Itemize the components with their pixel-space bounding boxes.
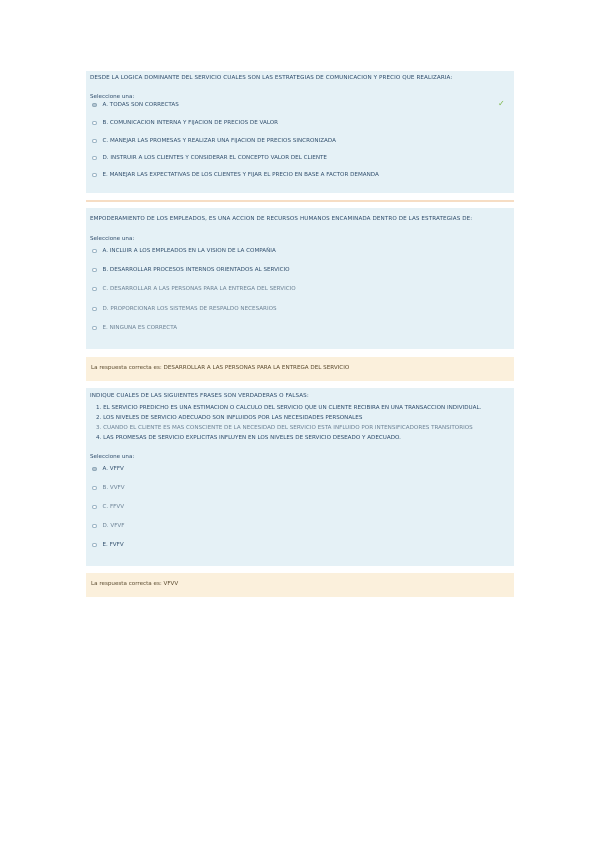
option-label: B. DESARROLLAR PROCESOS INTERNOS ORIENTADOS AL SERVICIO xyxy=(102,267,290,273)
option-label: A. INCLUIR A LOS EMPLEADOS EN LA VISION DE LA COMPAÑIA xyxy=(102,248,276,254)
statement-4: 4. LAS PROMESAS DE SERVICIO EXPLICITAS INFLUYEN EN LOS NIVELES DE SERVICIO DESEADO Y ADECUADO. xyxy=(96,435,401,441)
question-3-feedback xyxy=(86,573,514,597)
question-2-option-a[interactable] xyxy=(92,246,276,256)
feedback-text: La respuesta correcta es: VFVV xyxy=(91,581,179,587)
option-label: C. MANEJAR LAS PROMESAS Y REALIZAR UNA FIJACION DE PRECIOS SINCRONIZADA xyxy=(102,138,336,144)
radio-button[interactable] xyxy=(92,486,97,491)
radio-button[interactable] xyxy=(92,173,97,178)
option-label: C. FFVV xyxy=(102,504,125,510)
question-3-option-d[interactable] xyxy=(92,521,124,531)
option-label: D. PROPORCIONAR LOS SISTEMAS DE RESPALDO NECESARIOS xyxy=(102,306,277,312)
question-2-option-c[interactable] xyxy=(92,284,296,294)
option-label: E. FVFV xyxy=(102,542,124,548)
question-3-text: INDIQUE CUALES DE LAS SIGUIENTES FRASES SON VERDADERAS O FALSAS: xyxy=(90,393,309,399)
radio-button[interactable] xyxy=(92,156,97,161)
question-3-option-b[interactable] xyxy=(92,483,125,493)
option-label: A. TODAS SON CORRECTAS xyxy=(102,102,179,108)
divider xyxy=(86,200,514,202)
question-2-option-e[interactable] xyxy=(92,323,177,333)
question-1-text: DESDE LA LOGICA DOMINANTE DEL SERVICIO CUALES SON LAS ESTRATEGIAS DE COMUNICACION Y PRECIO QUE REALIZARIA: xyxy=(90,75,453,81)
statement-2: 2. LOS NIVELES DE SERVICIO ADECUADO SON INFLUIDOS POR LAS NECESIDADES PERSONALES xyxy=(96,415,363,421)
radio-button[interactable] xyxy=(92,524,97,529)
question-1-card xyxy=(86,71,514,193)
question-3-card xyxy=(86,388,514,566)
option-label: B. VVFV xyxy=(102,485,125,491)
radio-button[interactable] xyxy=(92,505,97,510)
feedback-text: La respuesta correcta es: DESARROLLAR A LAS PERSONAS PARA LA ENTREGA DEL SERVICIO xyxy=(91,365,350,371)
option-label: B. COMUNICACION INTERNA Y FIJACION DE PRECIOS DE VALOR xyxy=(102,120,279,126)
question-1-option-a[interactable] xyxy=(92,100,179,110)
radio-button[interactable] xyxy=(92,287,97,292)
radio-button[interactable] xyxy=(92,307,97,312)
question-1-option-b[interactable] xyxy=(92,118,278,128)
question-2-option-d[interactable] xyxy=(92,304,277,314)
question-1-option-e[interactable] xyxy=(92,170,379,180)
statement-3: 3. CUANDO EL CLIENTE ES MAS CONSCIENTE DE LA NECESIDAD DEL SERVICIO ESTA INFLUIDO POR INTENSIFICADORES TRANSITORIOS xyxy=(96,425,473,431)
option-label: C. DESARROLLAR A LAS PERSONAS PARA LA ENTREGA DEL SERVICIO xyxy=(102,286,296,292)
radio-button[interactable] xyxy=(92,326,97,331)
option-label: E. NINGUNA ES CORRECTA xyxy=(102,325,178,331)
question-2-text: EMPODERAMIENTO DE LOS EMPLEADOS, ES UNA ACCION DE RECURSOS HUMANOS ENCAMINADA DENTRO DE LAS ESTRATEGIAS DE: xyxy=(90,216,473,222)
option-label: E. MANEJAR LAS EXPECTATIVAS DE LOS CLIENTES Y FIJAR EL PRECIO EN BASE A FACTOR DEMANDA xyxy=(102,172,379,178)
question-2-card xyxy=(86,208,514,349)
radio-button[interactable] xyxy=(92,121,97,126)
question-1-option-d[interactable] xyxy=(92,153,327,163)
question-3-option-c[interactable] xyxy=(92,502,124,512)
radio-button[interactable] xyxy=(92,249,97,254)
question-2-prompt: Seleccione una: xyxy=(90,236,135,242)
statement-1: 1. EL SERVICIO PREDICHO ES UNA ESTIMACION O CALCULO DEL SERVICIO QUE UN CLIENTE RECIBIRA EN UNA TRANSACCION INDIVIDUAL. xyxy=(96,405,482,411)
radio-button[interactable] xyxy=(92,103,97,108)
question-3-option-a[interactable] xyxy=(92,464,124,474)
question-3-option-e[interactable] xyxy=(92,540,124,550)
question-3-prompt: Seleccione una: xyxy=(90,454,135,460)
question-2-feedback xyxy=(86,357,514,381)
check-icon: ✓ xyxy=(498,99,505,108)
option-label: D. VFVF xyxy=(102,523,125,529)
radio-button[interactable] xyxy=(92,467,97,472)
radio-button[interactable] xyxy=(92,268,97,273)
question-2-option-b[interactable] xyxy=(92,265,290,275)
question-1-prompt: Seleccione una: xyxy=(90,94,135,100)
question-1-option-c[interactable] xyxy=(92,136,336,146)
option-label: A. VFFV xyxy=(102,466,124,472)
radio-button[interactable] xyxy=(92,139,97,144)
radio-button[interactable] xyxy=(92,543,97,548)
option-label: D. INSTRUIR A LOS CLIENTES Y CONSIDERAR EL CONCEPTO VALOR DEL CLIENTE xyxy=(102,155,327,161)
